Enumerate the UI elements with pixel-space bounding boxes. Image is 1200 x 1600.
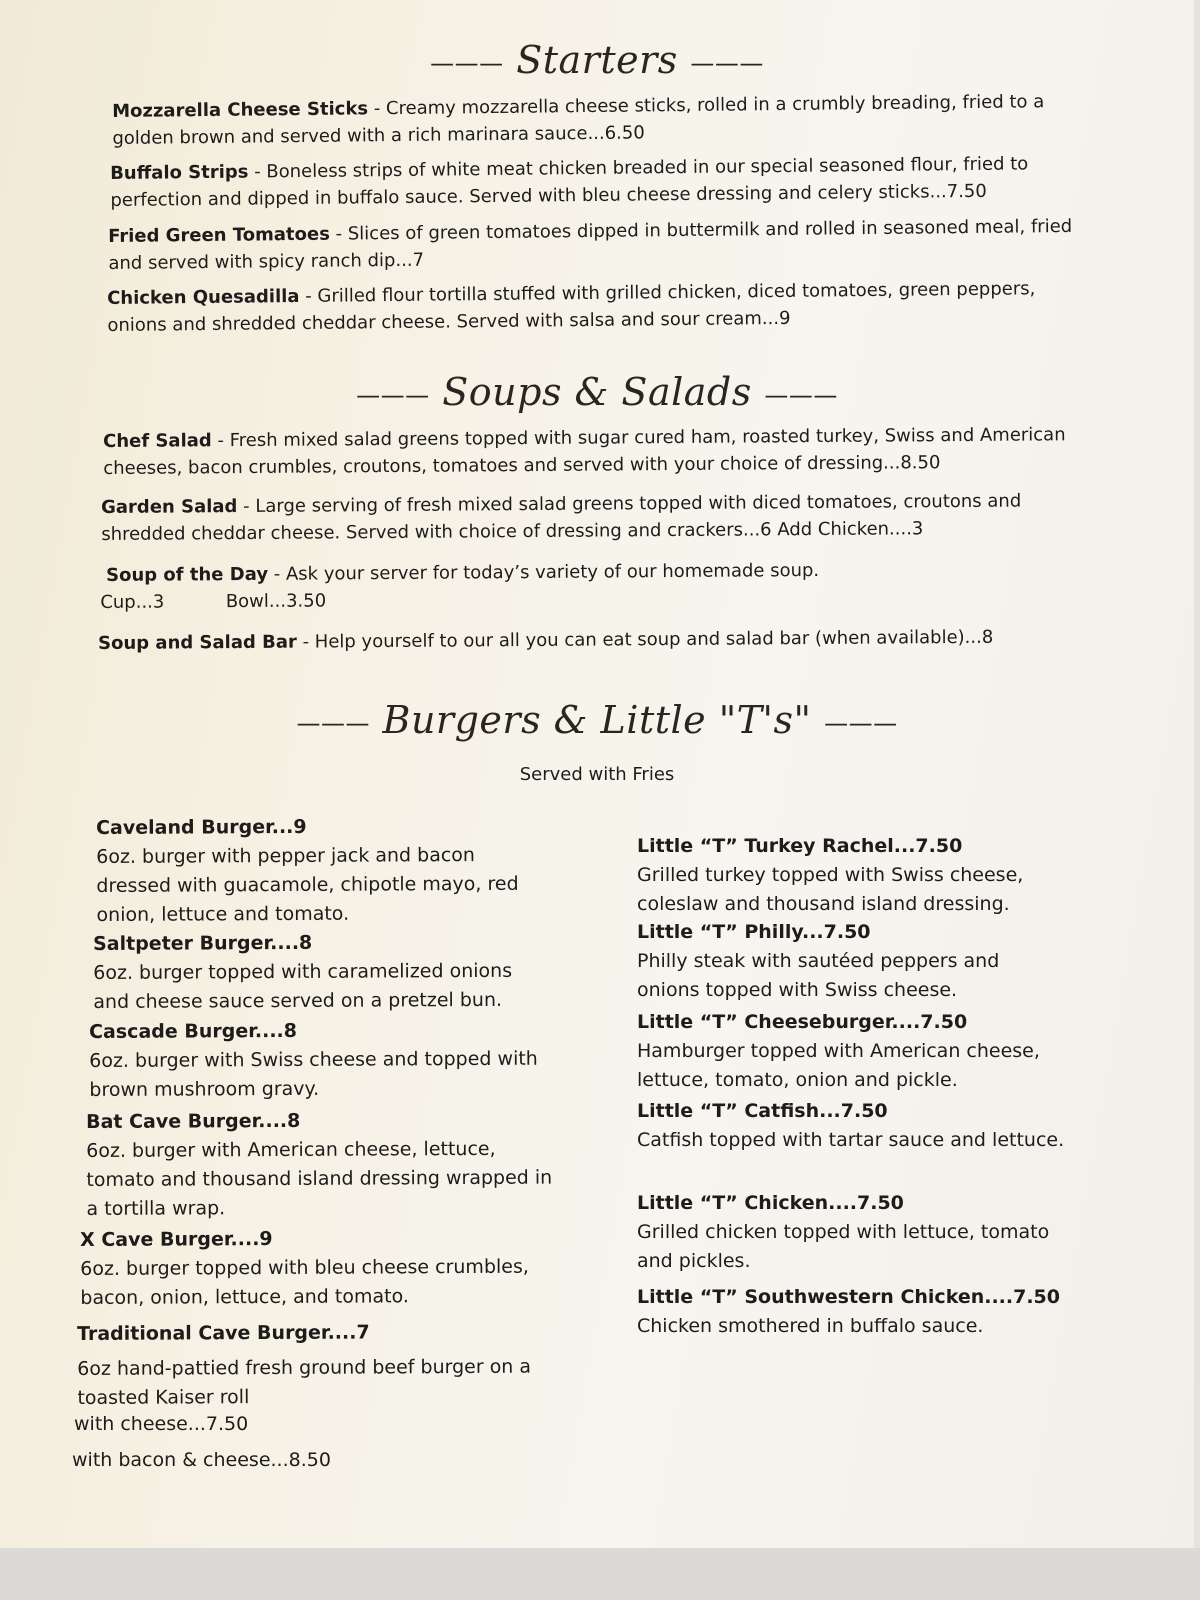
item-desc: - Help yourself to our all you can eat soup and salad bar (when available)...8 bbox=[296, 626, 994, 653]
item-name: Little “T” Cheeseburger....7.50 bbox=[637, 1011, 968, 1033]
item-desc: 6oz. burger with Swiss cheese and topped with brown mushroom gravy. bbox=[89, 1047, 538, 1101]
item-desc: - Fresh mixed salad greens topped with sugar cured ham, roasted turkey, Swiss and American cheeses, bacon crumbles, croutons, tomatoes and served with your choice of dressing...8.50 bbox=[103, 424, 1066, 479]
item-name: Saltpeter Burger....8 bbox=[93, 931, 313, 955]
burger-addon: with cheese...7.50 bbox=[74, 1413, 249, 1435]
salad-bar-item bbox=[98, 623, 1098, 657]
item-name: Chicken Quesadilla bbox=[107, 285, 300, 309]
burger-item bbox=[86, 1106, 562, 1224]
item-desc: - Ask your server for today’s variety of our homemade soup. bbox=[267, 559, 820, 585]
item-name: Little “T” Chicken....7.50 bbox=[637, 1192, 904, 1214]
soup-bowl-price: Bowl...3.50 bbox=[225, 590, 327, 613]
starter-item bbox=[107, 275, 1098, 339]
soup-item bbox=[100, 555, 1090, 616]
item-name: Little “T” Catfish...7.50 bbox=[637, 1100, 888, 1122]
item-name: Buffalo Strips bbox=[110, 161, 249, 184]
item-desc: Hamburger topped with American cheese, lettuce, tomato, onion and pickle. bbox=[637, 1040, 1040, 1091]
soups-heading: ——— Soups & Salads ——— bbox=[356, 370, 838, 414]
item-desc: - Large serving of fresh mixed salad greens topped with diced tomatoes, croutons and shredded cheddar cheese. Served with choice of dressing and crackers...6 Add Chicken....3 bbox=[101, 490, 1022, 545]
item-desc: Chicken smothered in buffalo sauce. bbox=[637, 1315, 984, 1337]
salad-item bbox=[103, 421, 1073, 482]
item-desc: - Boneless strips of white meat chicken breaded in our special seasoned flour, fried to perfection and dipped in buffalo sauce. Served with bleu cheese dressing and celery sticks...7.50 bbox=[110, 153, 1029, 211]
item-desc: 6oz. burger topped with bleu cheese crumbles, bacon, onion, lettuce, and tomato. bbox=[80, 1255, 529, 1309]
item-name: Soup and Salad Bar bbox=[98, 631, 297, 654]
little-t-item bbox=[637, 918, 1057, 1005]
item-name: Soup of the Day bbox=[106, 563, 269, 586]
item-name: Fried Green Tomatoes bbox=[108, 223, 330, 247]
item-desc: - Grilled flour tortilla stuffed with grilled chicken, diced tomatoes, green peppers, onions and shredded cheddar cheese. Served with salsa and sour cream...9 bbox=[107, 278, 1036, 336]
starters-heading: ——— Starters ——— bbox=[430, 38, 764, 82]
item-name: Little “T” Philly...7.50 bbox=[637, 921, 871, 943]
burgers-subheading: Served with Fries bbox=[519, 764, 675, 785]
burger-addon: with bacon & cheese...8.50 bbox=[72, 1449, 331, 1471]
little-t-item bbox=[637, 1097, 1067, 1155]
item-name: Mozzarella Cheese Sticks bbox=[112, 98, 369, 122]
item-desc: Grilled chicken topped with lettuce, tomato and pickles. bbox=[637, 1221, 1050, 1272]
item-desc: - Creamy mozzarella cheese sticks, rolled in a crumbly breading, fried to a golden brown and served with a rich marinara sauce...6.50 bbox=[112, 91, 1045, 149]
little-t-item bbox=[637, 1189, 1077, 1276]
item-desc: 6oz. burger with pepper jack and bacon dressed with guacamole, chipotle mayo, red onion, lettuce and tomato. bbox=[96, 844, 519, 926]
item-name: Bat Cave Burger....8 bbox=[86, 1109, 301, 1133]
burgers-heading-text: Burgers & Little "T's" bbox=[382, 698, 812, 742]
starter-item bbox=[110, 150, 1091, 214]
burgers-heading: ——— Burgers & Little "T's" ——— bbox=[296, 698, 898, 742]
burger-item bbox=[96, 812, 547, 930]
soups-heading-text: Soups & Salads bbox=[442, 370, 752, 414]
item-name: Little “T” Southwestern Chicken....7.50 bbox=[637, 1286, 1060, 1308]
item-name: X Cave Burger....9 bbox=[80, 1227, 273, 1251]
item-desc: 6oz hand-pattied fresh ground beef burger on a toasted Kaiser roll bbox=[77, 1355, 532, 1409]
little-t-item bbox=[637, 1283, 1097, 1341]
little-t-item bbox=[637, 832, 1077, 919]
item-desc: Philly steak with sautéed peppers and onions topped with Swiss cheese. bbox=[637, 950, 1000, 1001]
item-name: Chef Salad bbox=[103, 430, 212, 452]
starter-item bbox=[108, 213, 1089, 277]
item-desc: 6oz. burger with American cheese, lettuce, tomato and thousand island dressing wrapped in a tortilla wrap. bbox=[86, 1137, 553, 1220]
soup-cup-price: Cup...3 bbox=[100, 591, 165, 613]
item-desc: Grilled turkey topped with Swiss cheese, coleslaw and thousand island dressing. bbox=[637, 864, 1024, 915]
table-surface bbox=[0, 1548, 1200, 1600]
starter-item bbox=[112, 88, 1093, 152]
item-name: Cascade Burger....8 bbox=[89, 1019, 298, 1043]
item-name: Little “T” Turkey Rachel...7.50 bbox=[637, 835, 963, 857]
item-name: Garden Salad bbox=[101, 496, 238, 518]
burger-item bbox=[80, 1223, 560, 1313]
salad-item bbox=[101, 487, 1091, 548]
burger-item bbox=[93, 928, 553, 1017]
item-desc: - Slices of green tomatoes dipped in buttermilk and rolled in seasoned meal, fried and served with spicy ranch dip...7 bbox=[108, 215, 1073, 274]
item-name: Traditional Cave Burger....7 bbox=[77, 1321, 370, 1345]
little-t-item bbox=[637, 1008, 1097, 1095]
burger-item bbox=[89, 1016, 564, 1105]
burger-item bbox=[77, 1317, 557, 1413]
item-name: Caveland Burger...9 bbox=[96, 815, 307, 839]
item-desc: Catfish topped with tartar sauce and lettuce. bbox=[637, 1129, 1065, 1151]
starters-heading-text: Starters bbox=[516, 38, 678, 82]
item-desc: 6oz. burger topped with caramelized onions and cheese sauce served on a pretzel bun. bbox=[93, 959, 513, 1013]
